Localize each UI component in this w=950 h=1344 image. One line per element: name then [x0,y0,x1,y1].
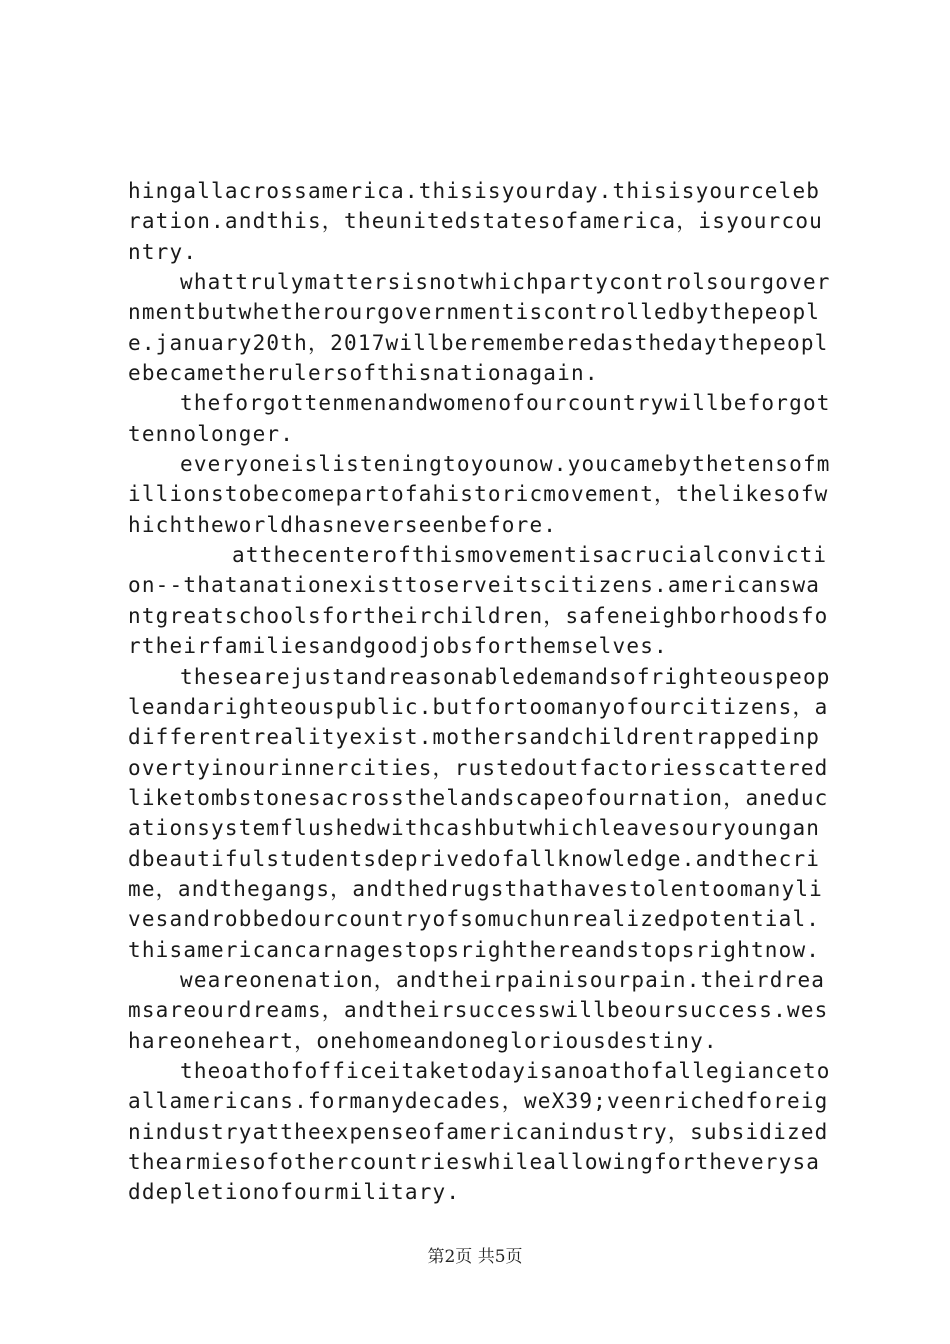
document-body [128,176,832,1208]
paragraph-crucial-conviction: atthecenterofthismovementisacrucialconviction--thatanationexisttoserveitscitizens.americanswantgreatschoolsfortheirchildren，safeneighborhoodsfortheirfamiliesandgoodjobsforthemselves. [128,543,829,659]
paragraph-listening: everyoneislisteningtoyounow.youcamebythetensofmillionstobecomepartofahistoricmovement，thelikesofwhichtheworldhasneverseenbefore. [128,452,831,537]
paragraph-forgotten-men: theforgottenmenandwomenofourcountrywillbeforgottennolonger. [128,391,831,446]
paragraph-reasonable-demands: thesearejustandreasonabledemandsofrighteouspeopleandarighteouspublic.butfortoomanyofourcitizens，adifferentrealityexist.mothersandchildrentrappedinpovertyinourinnercities，rustedoutfactoriesscatteredliketombstonesacrossthelandscapeofournation，aneducationsystemflushedwithcashbutwhichleavesouryoungandbeautifulstudentsdeprivedofallknowledge.andthecrime，andthegangs，andthedrugsthathavestolentoomanylivesandrobbedourcountryofsomuchunrealizedpotential.thisamericancarnagestopsrighthereandstopsrightnow. [128,664,831,962]
page-number-footer: 第2页 共5页 [427,1247,523,1267]
paragraph-continuation: hingallacrossamerica.thisisyourday.thisisyourcelebration.andthis，theunitedstatesofamerica，isyourcountry. [128,179,824,264]
paragraph-oath-of-office: theoathofofficeitaketodayisanoathofallegiancetoallamericans.formanydecades，weX39;veenrichedforeignindustryattheexpenseofamericanindustry，subsidizedthearmiesofothercountrieswhileallowingfortheverysaddepletionofourmilitary. [128,1058,831,1205]
paragraph-government-control: whattrulymattersisnotwhichpartycontrolsourgovernmentbutwhetherourgovernmentiscontrolledbythepeople.january20th，2017willberememberedasthedaythepeoplebecametherulersofthisnationagain. [128,270,831,386]
paragraph-one-nation: weareonenation，andtheirpainisourpain.theirdreamsareourdreams，andtheirsuccesswillbeoursuccess.weshareoneheart，onehomeandonegloriousdestiny. [128,967,829,1053]
